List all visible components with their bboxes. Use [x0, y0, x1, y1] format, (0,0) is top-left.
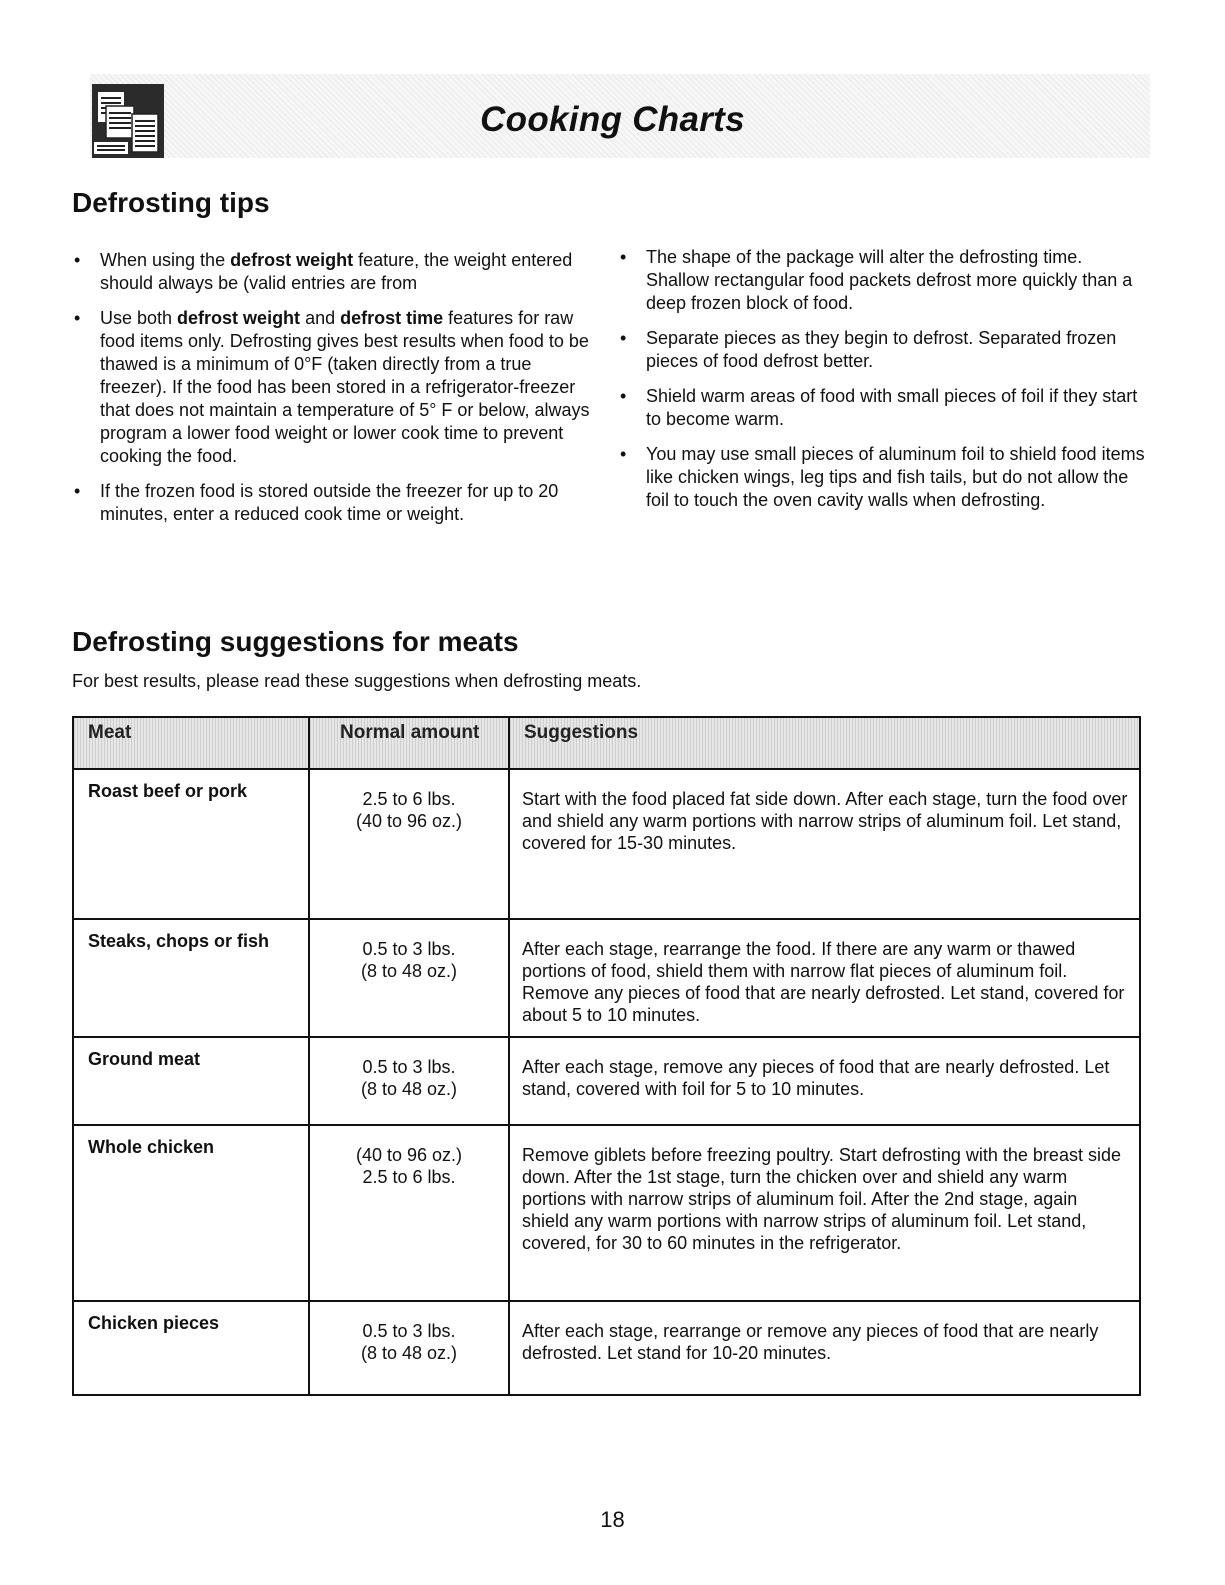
page-number: 18	[600, 1507, 625, 1532]
section-title-defrosting-tips: Defrosting tips	[72, 187, 270, 218]
tip-text: The shape of the package will alter the defrosting time. Shallow rectangular food packets defrost more quickly than a deep frozen block of food.	[646, 247, 1133, 313]
amount-cell	[309, 1125, 509, 1301]
tips-list-right	[618, 246, 1148, 524]
tip-text: Separate pieces as they begin to defrost. Separated frozen pieces of food defrost better.	[646, 328, 1117, 371]
tip-item	[618, 385, 1148, 431]
column-header-normal-amount: Normal amount	[309, 717, 509, 769]
suggestion-cell: Start with the food placed fat side down. After each stage, turn the food over and shield any warm portions with narrow strips of aluminum foil. Let stand, covered for 15-30 minutes.	[509, 769, 1140, 919]
table-row	[73, 1301, 1140, 1395]
tip-text: features for raw food items only. Defrosting gives best results when food to be thawed is a minimum of 0°F (taken directly from a true freezer). If the food has been stored in a refrigerator-freezer that does not maintain a temperature of 5° F or below, always program a lower food weight or lower cook time to prevent cooking the food.	[100, 308, 590, 466]
amount-line: 0.5 to 3 lbs.	[362, 939, 456, 959]
bullet-icon: •	[620, 328, 627, 348]
amount-line: (40 to 96 oz.)	[355, 1145, 463, 1165]
amount-cell	[309, 769, 509, 919]
amount-cell	[309, 919, 509, 1037]
tip-item	[618, 443, 1148, 512]
column-header-suggestions: Suggestions	[509, 717, 1140, 769]
meat-cell: Chicken pieces	[73, 1301, 309, 1395]
tip-item	[618, 246, 1148, 315]
table-row	[73, 1037, 1140, 1125]
amount-line: (8 to 48 oz.)	[360, 1079, 458, 1099]
bullet-icon: •	[74, 481, 81, 501]
column-header-meat: Meat	[73, 717, 309, 769]
amount-line: 0.5 to 3 lbs.	[362, 1057, 456, 1077]
amount-line: 0.5 to 3 lbs.	[362, 1321, 456, 1341]
table-row	[73, 769, 1140, 919]
tip-item	[72, 480, 592, 526]
table-header-row	[73, 717, 1140, 769]
table-row	[73, 919, 1140, 1037]
table-row	[73, 1125, 1140, 1301]
bullet-icon: •	[620, 444, 627, 464]
amount-line: (8 to 48 oz.)	[360, 961, 458, 981]
amount-cell	[309, 1301, 509, 1395]
amount-line: 2.5 to 6 lbs.	[362, 789, 456, 809]
section-title-meat-suggestions: Defrosting suggestions for meats	[72, 626, 519, 657]
tip-text: Shield warm areas of food with small pieces of foil if they start to become warm.	[646, 386, 1138, 429]
meat-defrosting-table	[72, 716, 1141, 1396]
suggestion-cell: After each stage, rearrange the food. If there are any warm or thawed portions of food, shield them with narrow flat pieces of aluminum foil. Remove any pieces of food that are nearly defrosted. Let stand, covered for about 5 to 10 minutes.	[509, 919, 1140, 1037]
bullet-icon: •	[74, 250, 81, 270]
bullet-icon: •	[74, 308, 81, 328]
tip-text: If the frozen food is stored outside the freezer for up to 20 minutes, enter a reduced cook time or weight.	[100, 481, 559, 524]
tip-emphasis: defrost weight	[230, 250, 354, 270]
tip-text: Use both	[100, 308, 178, 328]
suggestion-cell: After each stage, remove any pieces of food that are nearly defrosted. Let stand, covered with foil for 5 to 10 minutes.	[509, 1037, 1140, 1125]
tips-list-left	[72, 249, 592, 538]
tip-item	[72, 249, 592, 295]
tip-text: and	[300, 308, 341, 328]
bullet-icon: •	[620, 247, 627, 267]
meat-cell: Roast beef or pork	[73, 769, 309, 919]
amount-cell	[309, 1037, 509, 1125]
amount-line: (40 to 96 oz.)	[355, 811, 463, 831]
amount-line: 2.5 to 6 lbs.	[362, 1167, 456, 1187]
section-intro: For best results, please read these suggestions when defrosting meats.	[72, 671, 642, 691]
tip-item	[618, 327, 1148, 373]
meat-cell: Ground meat	[73, 1037, 309, 1125]
meat-cell: Whole chicken	[73, 1125, 309, 1301]
suggestion-cell: After each stage, rearrange or remove any pieces of food that are nearly defrosted. Let stand for 10-20 minutes.	[509, 1301, 1140, 1395]
tip-emphasis: defrost time	[340, 308, 444, 328]
suggestion-cell: Remove giblets before freezing poultry. Start defrosting with the breast side down. After the 1st stage, turn the chicken over and shield any warm portions with narrow strips of aluminum foil. After the 2nd stage, again shield any warm portions with narrow strips of aluminum foil. Let stand, covered, for 30 to 60 minutes in the refrigerator.	[509, 1125, 1140, 1301]
amount-line: (8 to 48 oz.)	[360, 1343, 458, 1363]
tip-text: You may use small pieces of aluminum foil to shield food items like chicken wings, leg tips and fish tails, but do not allow the foil to touch the oven cavity walls when defrosting.	[646, 444, 1145, 510]
page-title: Cooking Charts	[480, 100, 745, 139]
meat-cell: Steaks, chops or fish	[73, 919, 309, 1037]
tip-emphasis: defrost weight	[177, 308, 301, 328]
tip-text: feature, the weight entered should always be (valid entries are from	[100, 250, 573, 293]
tip-text: When using the	[100, 250, 231, 270]
bullet-icon: •	[620, 386, 627, 406]
tip-item	[72, 307, 592, 468]
